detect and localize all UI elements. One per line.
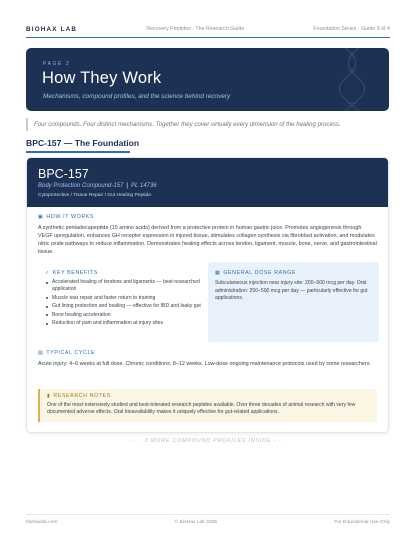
- research-notes-label: [47, 393, 111, 399]
- dose-range-label-text: GENERAL DOSE RANGE: [223, 270, 297, 276]
- footer-divider: [26, 514, 390, 515]
- compound-name: BPC-157: [38, 167, 89, 181]
- page-label: PAGE 2: [43, 61, 71, 67]
- calendar-icon: ▤: [38, 350, 44, 356]
- compound-full-name-text: Body Protection Compound-157: [38, 183, 124, 189]
- typical-cycle-text: Acute injury: 4–6 weeks at full dose. Chronic conditions: 8–12 weeks. Low-dose ongoing maintenance protocols used by some researchers.: [38, 361, 371, 367]
- research-notes-panel: [38, 389, 377, 422]
- research-notes-label-text: RESEARCH NOTES: [53, 393, 111, 399]
- header-divider: [26, 37, 390, 38]
- dose-range-panel: [208, 262, 379, 342]
- key-benefits-label-text: KEY BENEFITS: [52, 270, 98, 276]
- info-icon: ▣: [38, 214, 44, 220]
- compound-categories: Cytoprotective / Tissue Repair / Gut Healing Peptide: [38, 193, 152, 198]
- list-item: Accelerated healing of tendons and ligaments — best-researched application: [45, 279, 213, 293]
- compound-card: [26, 157, 389, 433]
- intro-quote-text: Four compounds. Four distinct mechanisms. Together they cover virtually every dimension of the healing process.: [34, 121, 341, 128]
- key-benefits-label: [45, 270, 98, 276]
- helix-decoration-icon: [337, 48, 367, 111]
- top-header: [26, 22, 390, 36]
- dose-range-label: [215, 270, 296, 276]
- compound-card-header: [27, 158, 388, 207]
- separator: |: [126, 183, 128, 189]
- footer: [26, 517, 390, 527]
- list-item: Reduction of pain and inflammation at injury sites: [45, 320, 213, 327]
- check-icon: ✓: [45, 270, 50, 276]
- series-label: Foundation Series · Guide 3 of 4: [313, 26, 390, 32]
- how-it-works-label-text: HOW IT WORKS: [46, 214, 95, 220]
- footer-site-link[interactable]: biohaxlab.com: [26, 519, 58, 525]
- page-subtitle: Mechanisms, compound profiles, and the science behind recovery: [43, 93, 231, 100]
- typical-cycle-label-text: TYPICAL CYCLE: [46, 350, 96, 356]
- section-title: BPC-157 — The Foundation: [26, 138, 140, 148]
- how-it-works-text: A synthetic pentadecapeptide (15 amino acids) derived from a protective protein in human gastric juice. Promotes angiogenesis through VEGF upregulation, enhances GH receptor expression in injured tissue, stimulates collagen synthesis via fibroblast activation, and modulates nitric oxide pathways to reduce inflammation. Demonstrates healing effects across tendon, ligament, muscle, bone, nerve, and gastrointestinal tissue.: [38, 225, 377, 255]
- footer-copyright: © BioHax Lab 2025: [174, 519, 218, 525]
- list-item: Muscle tear repair and faster return to training: [45, 295, 213, 302]
- brand-name: BIOHAX LAB: [26, 25, 78, 33]
- intro-quote: [26, 118, 389, 131]
- benefits-list: [45, 279, 213, 329]
- compound-code: PL 14736: [130, 183, 157, 189]
- page-title: How They Work: [42, 69, 162, 87]
- dose-range-text: Subcutaneous injection near injury site: 200–500 mcg per day. Oral administration: 250–500 mcg per day — particularly effective for gut applications.: [215, 280, 368, 301]
- key-benefits-panel: [38, 262, 224, 342]
- compound-full-name: [38, 183, 157, 189]
- more-profiles-note: · · · 3 MORE COMPOUND PROFILES INSIDE · · ·: [130, 438, 286, 444]
- notebook-icon: ▮: [47, 393, 51, 399]
- footer-disclaimer: For Educational Use Only: [334, 519, 390, 525]
- section-underline: [26, 151, 130, 153]
- hero-banner: [26, 48, 389, 111]
- list-item: Bone healing acceleration: [45, 312, 213, 319]
- how-it-works-label: [38, 214, 94, 220]
- list-item: Gut lining protection and healing — effective for IBD and leaky gut: [45, 303, 213, 310]
- document-title: Recovery Peptides · The Research Guide: [146, 26, 245, 32]
- research-notes-text: One of the most extensively studied and best-tolerated research peptides available. Over three decades of animal research with very few documented adverse effects. Oral bioavailability makes it uniquely effective for gut-related applications.: [47, 402, 356, 416]
- typical-cycle-label: [38, 350, 95, 356]
- grid-icon: ▦: [215, 270, 221, 276]
